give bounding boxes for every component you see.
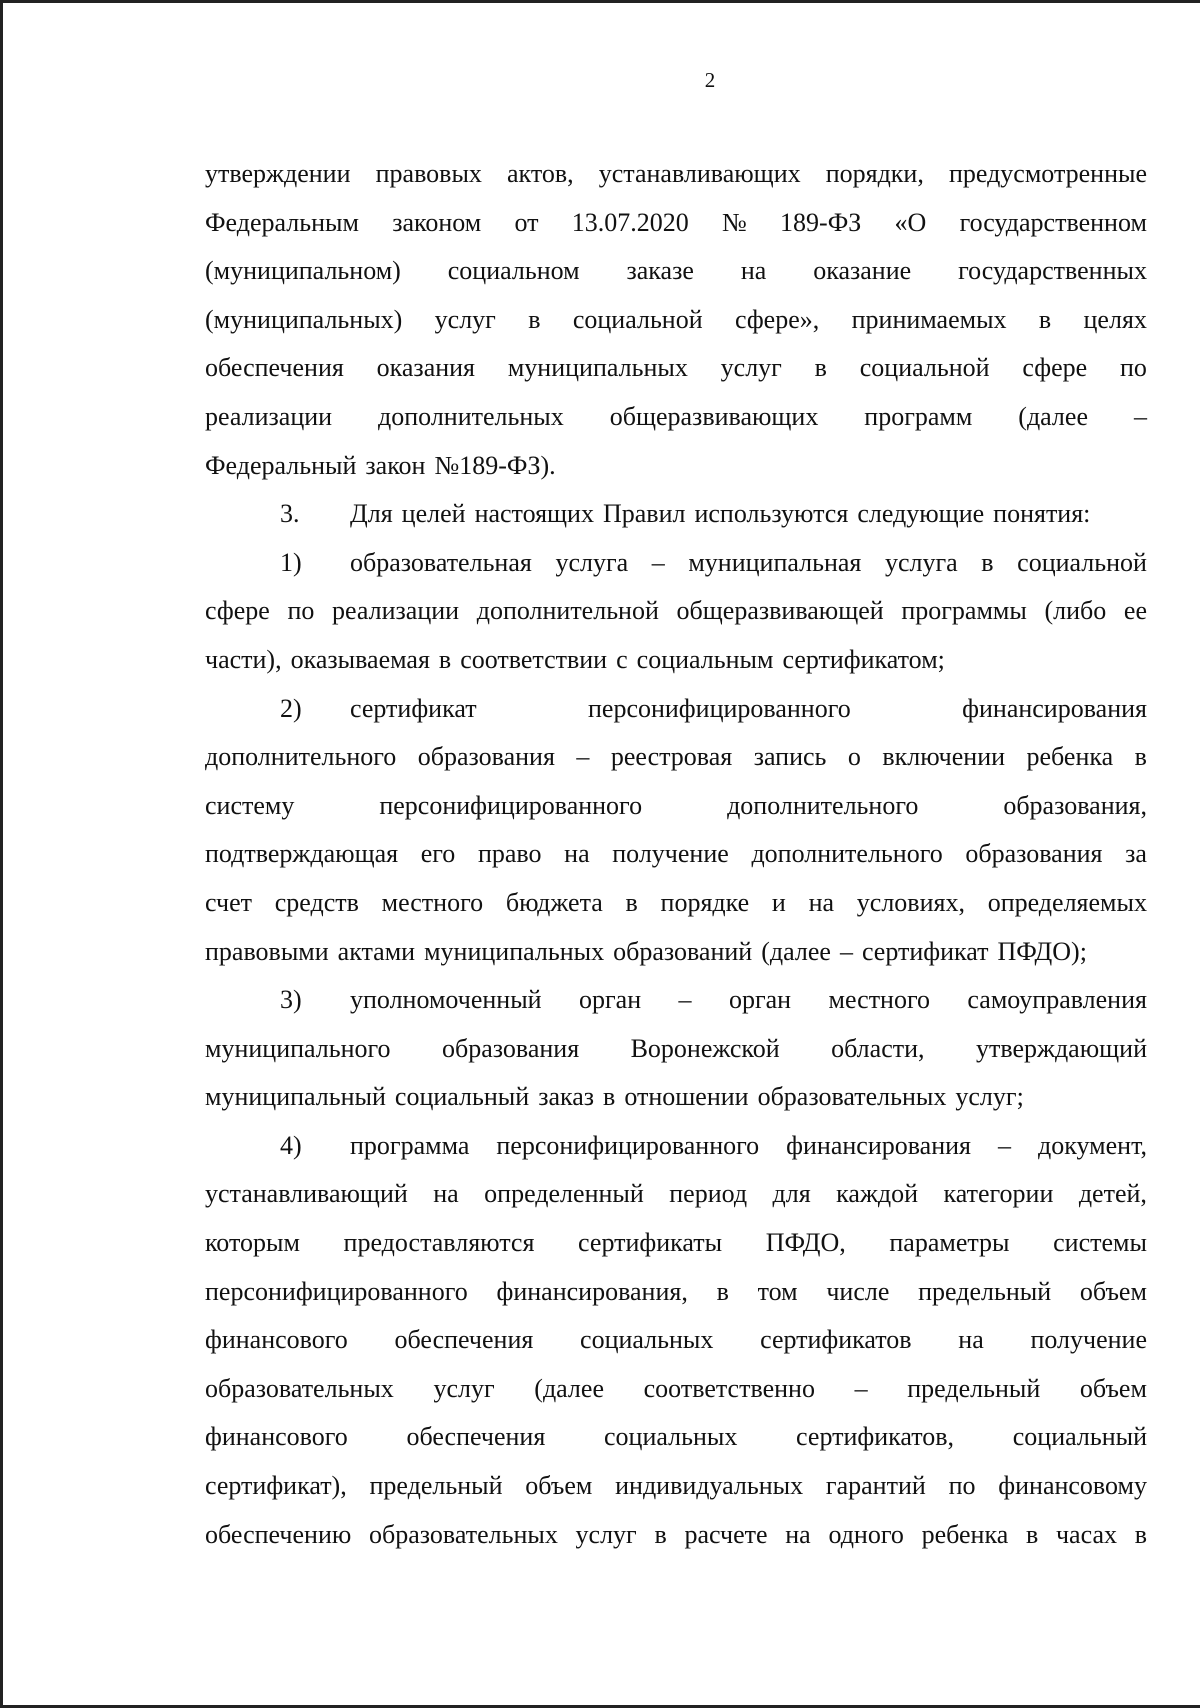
text-line: сертификат), предельный объем индивидуальных гарантий по финансовому — [205, 1471, 1147, 1501]
text-line: обеспечения оказания муниципальных услуг в социальной сфере по — [205, 353, 1147, 383]
text-line: правовыми актами муниципальных образований (далее – сертификат ПФДО); — [205, 936, 1087, 966]
document-body — [205, 150, 1147, 1559]
text-line: части), оказываемая в соответствии с социальным сертификатом; — [205, 644, 945, 674]
text-line: систему персонифицированного дополнительного образования, — [205, 790, 1147, 820]
text-line: которым предоставляются сертификаты ПФДО, параметры системы — [205, 1228, 1147, 1258]
text-line: утверждении правовых актов, устанавливающих порядки, предусмотренные — [205, 159, 1147, 188]
text-line: счет средств местного бюджета в порядке и на условиях, определяемых — [205, 887, 1147, 917]
text-line: сфере по реализации дополнительной общеразвивающей программы (либо ее — [205, 596, 1147, 626]
text-line: 3) уполномоченный орган – орган местного самоуправления — [280, 985, 1147, 1015]
text-line: муниципальный социальный заказ в отношении образовательных услуг; — [205, 1082, 1024, 1112]
text-line: финансового обеспечения социальных сертификатов, социальный — [205, 1422, 1147, 1452]
text-line: муниципального образования Воронежской области, утверждающий — [205, 1033, 1147, 1063]
text-line: Федеральным законом от 13.07.2020 № 189-ФЗ «О государственном — [205, 207, 1147, 237]
text-line: устанавливающий на определенный период для каждой категории детей, — [205, 1179, 1147, 1209]
text-line: персонифицированного финансирования, в том числе предельный объем — [205, 1276, 1147, 1306]
text-line: финансового обеспечения социальных сертификатов на получение — [205, 1325, 1147, 1355]
text-line: (муниципальных) услуг в социальной сфере», принимаемых в целях — [205, 304, 1147, 334]
text-line: образовательных услуг (далее соответственно – предельный объем — [205, 1373, 1147, 1403]
page-number: 2 — [704, 68, 716, 92]
text-line: Федеральный закон №189-ФЗ). — [205, 450, 556, 480]
text-line: обеспечению образовательных услуг в расчете на одного ребенка в часах в — [205, 1519, 1147, 1549]
text-line: 2) сертификат персонифицированного финансирования — [280, 693, 1147, 723]
text-line: 3. Для целей настоящих Правил используются следующие понятия: — [280, 499, 1091, 529]
scan-edge-left — [0, 0, 3, 1708]
text-line: подтверждающая его право на получение дополнительного образования за — [205, 839, 1147, 869]
scan-edge-top — [0, 0, 1200, 3]
text-line: дополнительного образования – реестровая запись о включении ребенка в — [205, 742, 1147, 772]
text-line: 1) образовательная услуга – муниципальная услуга в социальной — [280, 547, 1147, 577]
text-line: 4) программа персонифицированного финансирования – документ, — [280, 1130, 1147, 1160]
text-line: реализации дополнительных общеразвивающих программ (далее – — [205, 401, 1147, 431]
text-line: (муниципальном) социальном заказе на оказание государственных — [205, 256, 1147, 286]
